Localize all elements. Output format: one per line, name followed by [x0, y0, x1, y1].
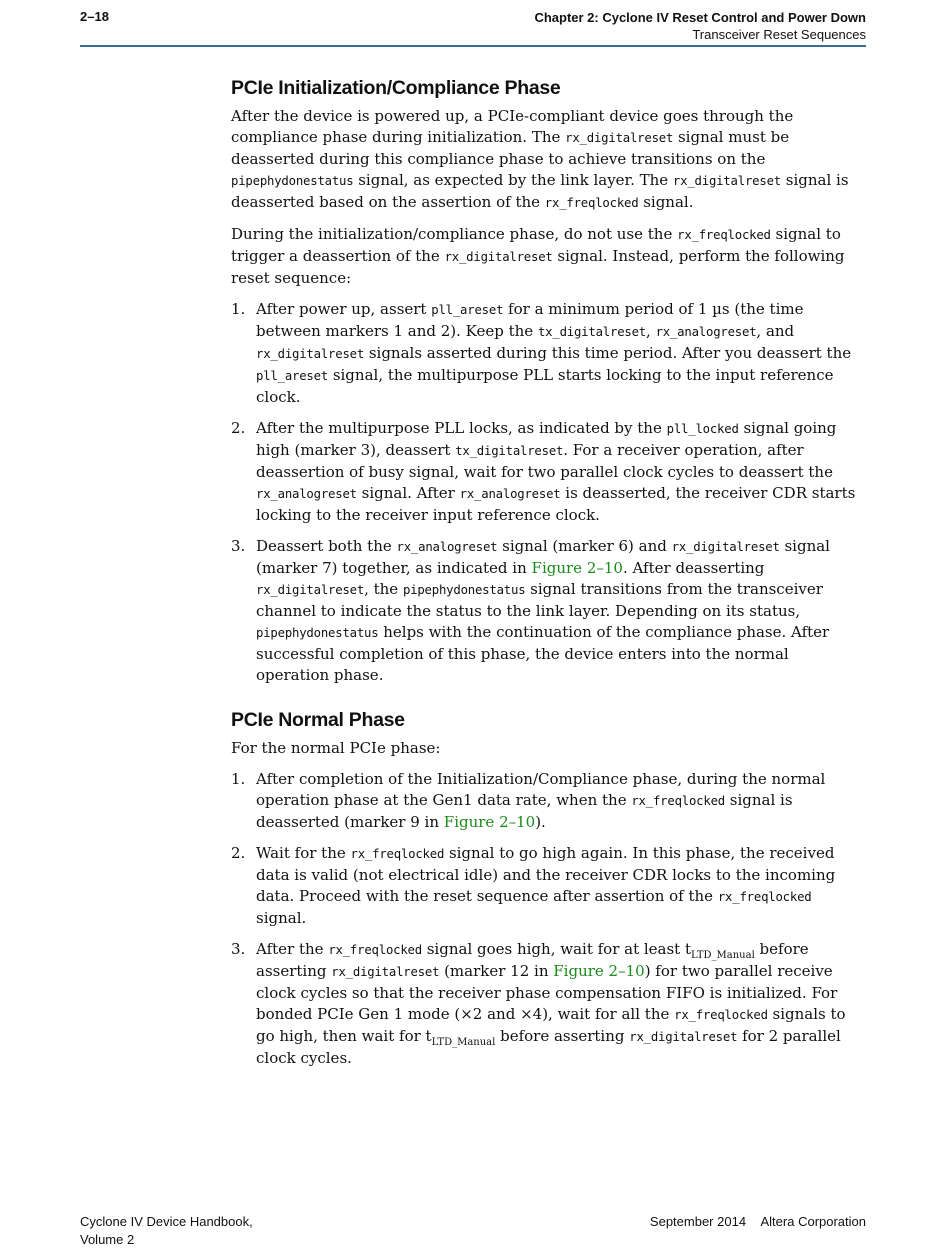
signal-name: rx_analogreset: [396, 540, 498, 554]
text-run: signal transitions from the transceiver channel to indicate the status to the link layer. Depending on its status,: [256, 580, 823, 620]
text-run: before asserting: [495, 1027, 630, 1045]
signal-name: rx_freqlocked: [677, 228, 771, 242]
footer-title-line: Cyclone IV Device Handbook,: [80, 1214, 253, 1229]
signal-name: rx_analogreset: [256, 487, 357, 501]
subscript: LTD_Manual: [431, 1037, 496, 1048]
text-run: ) for two parallel receive clock cycles so that the receiver phase compensation FIFO is initialized. For bonded PCIe Gen 1 mode (×2 and ×4), wait for all the: [256, 962, 838, 1023]
text-run: for 2 parallel clock cycles.: [256, 1027, 841, 1067]
text-run: After completion of the Initialization/Compliance phase, during the normal operation phase at the Gen1 data rate, when the: [256, 770, 826, 809]
footer-title: [80, 1213, 253, 1249]
text-run: is deasserted, the receiver CDR starts locking to the receiver input reference clock.: [256, 484, 856, 524]
signal-name: tx_digitalreset: [455, 444, 564, 458]
figure-link[interactable]: Figure 2–10: [531, 559, 623, 577]
running-header: [534, 9, 866, 43]
text-run: , and: [756, 322, 795, 340]
text-run: signal (marker 7) together, as indicated in: [256, 537, 830, 577]
footer-meta: [650, 1213, 866, 1231]
text-run: signal.: [256, 909, 307, 927]
text-run: signal going high (marker 3), deassert: [256, 419, 837, 459]
list-item: [231, 299, 865, 408]
signal-name: rx_digitalreset: [629, 1030, 738, 1044]
text-run: , the: [364, 580, 403, 598]
signal-name: pipephydonestatus: [231, 174, 354, 188]
text-run: . For a receiver operation, after deassertion of busy signal, wait for two parallel clock cycles to deassert the: [256, 441, 833, 481]
text-run: After power up, assert: [256, 300, 432, 318]
subscript: LTD_Manual: [691, 950, 755, 961]
list-number: 2.: [231, 419, 246, 437]
text-run: signal. After: [356, 484, 460, 502]
list-item: [231, 418, 865, 526]
text-run: signal is deasserted (marker 9 in: [256, 791, 793, 831]
compliance-steps-list: [231, 299, 865, 686]
text-run: (marker 12 in: [439, 962, 554, 980]
text-run: signals to go high, then wait for t: [256, 1005, 846, 1045]
signal-name: pll_locked: [666, 422, 739, 436]
text-run: . After deasserting: [622, 559, 765, 577]
figure-link[interactable]: Figure 2–10: [553, 962, 645, 980]
page-body: [231, 76, 865, 1079]
section-heading-normal: PCIe Normal Phase: [231, 709, 405, 731]
list-number: 3.: [231, 940, 246, 958]
text-run: After the multipurpose PLL locks, as indicated by the: [256, 419, 667, 437]
text-run: signal to go high again. In this phase, the received data is valid (not electrical idle) and the receiver CDR locks to the incoming data. Proceed with the reset sequence after assertion of the: [256, 844, 836, 905]
paragraph: [231, 106, 865, 214]
text-run: Wait for the: [256, 844, 351, 862]
text-run: signal goes high, wait for at least t: [421, 940, 692, 958]
list-item: [231, 536, 865, 686]
text-run: During the initialization/compliance phase, do not use the: [231, 225, 678, 243]
list-number: 3.: [231, 537, 246, 555]
signal-name: rx_digitalreset: [256, 347, 365, 361]
signal-name: rx_digitalreset: [444, 250, 553, 264]
signal-name: rx_analogreset: [655, 325, 757, 339]
list-item: [231, 939, 865, 1069]
text-run: Deassert both the: [256, 537, 397, 555]
signal-name: rx_digitalreset: [256, 583, 365, 597]
signal-name: rx_freqlocked: [674, 1008, 768, 1022]
signal-name: rx_digitalreset: [671, 540, 780, 554]
signal-name: tx_digitalreset: [537, 325, 647, 339]
section-title: Transceiver Reset Sequences: [692, 27, 866, 42]
figure-link[interactable]: Figure 2–10: [443, 813, 536, 831]
text-run: helps with the continuation of the compliance phase. After successful completion of this phase, the device enters into the normal operation phase.: [256, 623, 830, 684]
list-item: [231, 769, 865, 833]
paragraph: [231, 224, 865, 289]
signal-name: rx_freqlocked: [544, 196, 639, 210]
signal-name: pipephydonestatus: [402, 583, 526, 597]
list-number: 2.: [231, 844, 246, 862]
signal-name: pll_areset: [431, 303, 504, 317]
text-run: signal is deasserted based on the assertion of the: [231, 171, 849, 211]
signal-name: rx_digitalreset: [672, 174, 781, 188]
text-run: signal.: [638, 193, 694, 211]
signal-name: rx_freqlocked: [350, 847, 445, 861]
text-run: before asserting: [256, 940, 809, 980]
chapter-title: Chapter 2: Cyclone IV Reset Control and Power Down: [534, 10, 866, 25]
text-run: signal, the multipurpose PLL starts locking to the input reference clock.: [256, 366, 834, 406]
footer-company: Altera Corporation: [760, 1214, 866, 1229]
text-run: After the: [256, 940, 329, 958]
normal-steps-list: [231, 769, 865, 1069]
paragraph: For the normal PCIe phase:: [231, 739, 441, 757]
text-run: signal. Instead, perform the following reset sequence:: [231, 247, 845, 287]
signal-name: pll_areset: [256, 369, 329, 383]
section-heading-compliance: PCIe Initialization/Compliance Phase: [231, 77, 561, 99]
header-rule: [80, 45, 866, 47]
page-number: 2–18: [80, 9, 109, 24]
signal-name: rx_analogreset: [459, 487, 561, 501]
signal-name: pipephydonestatus: [256, 626, 379, 640]
text-run: signal, as expected by the link layer. The: [353, 171, 673, 189]
list-number: 1.: [231, 300, 246, 318]
footer-title-line: Volume 2: [80, 1232, 135, 1247]
signal-name: rx_freqlocked: [631, 794, 725, 808]
text-run: ,: [646, 322, 656, 340]
list-item: [231, 843, 865, 929]
text-run: signals asserted during this time period. After you deassert the: [364, 344, 852, 362]
signal-name: rx_freqlocked: [717, 890, 812, 904]
signal-name: rx_digitalreset: [331, 965, 440, 979]
signal-name: rx_freqlocked: [328, 943, 422, 957]
text-run: signal to trigger a deassertion of the: [231, 225, 841, 265]
signal-name: rx_digitalreset: [565, 131, 674, 145]
list-number: 1.: [231, 770, 246, 788]
text-run: signal must be deasserted during this compliance phase to achieve transitions on the: [231, 128, 790, 168]
footer-date: September 2014: [649, 1214, 747, 1229]
text-run: for a minimum period of 1 µs (the time between markers 1 and 2). Keep the: [256, 300, 804, 340]
text-run: ).: [535, 813, 546, 831]
text-run: signal (marker 6) and: [497, 537, 672, 555]
text-run: After the device is powered up, a PCIe-compliant device goes through the compliance phase during initialization. The: [231, 107, 794, 146]
